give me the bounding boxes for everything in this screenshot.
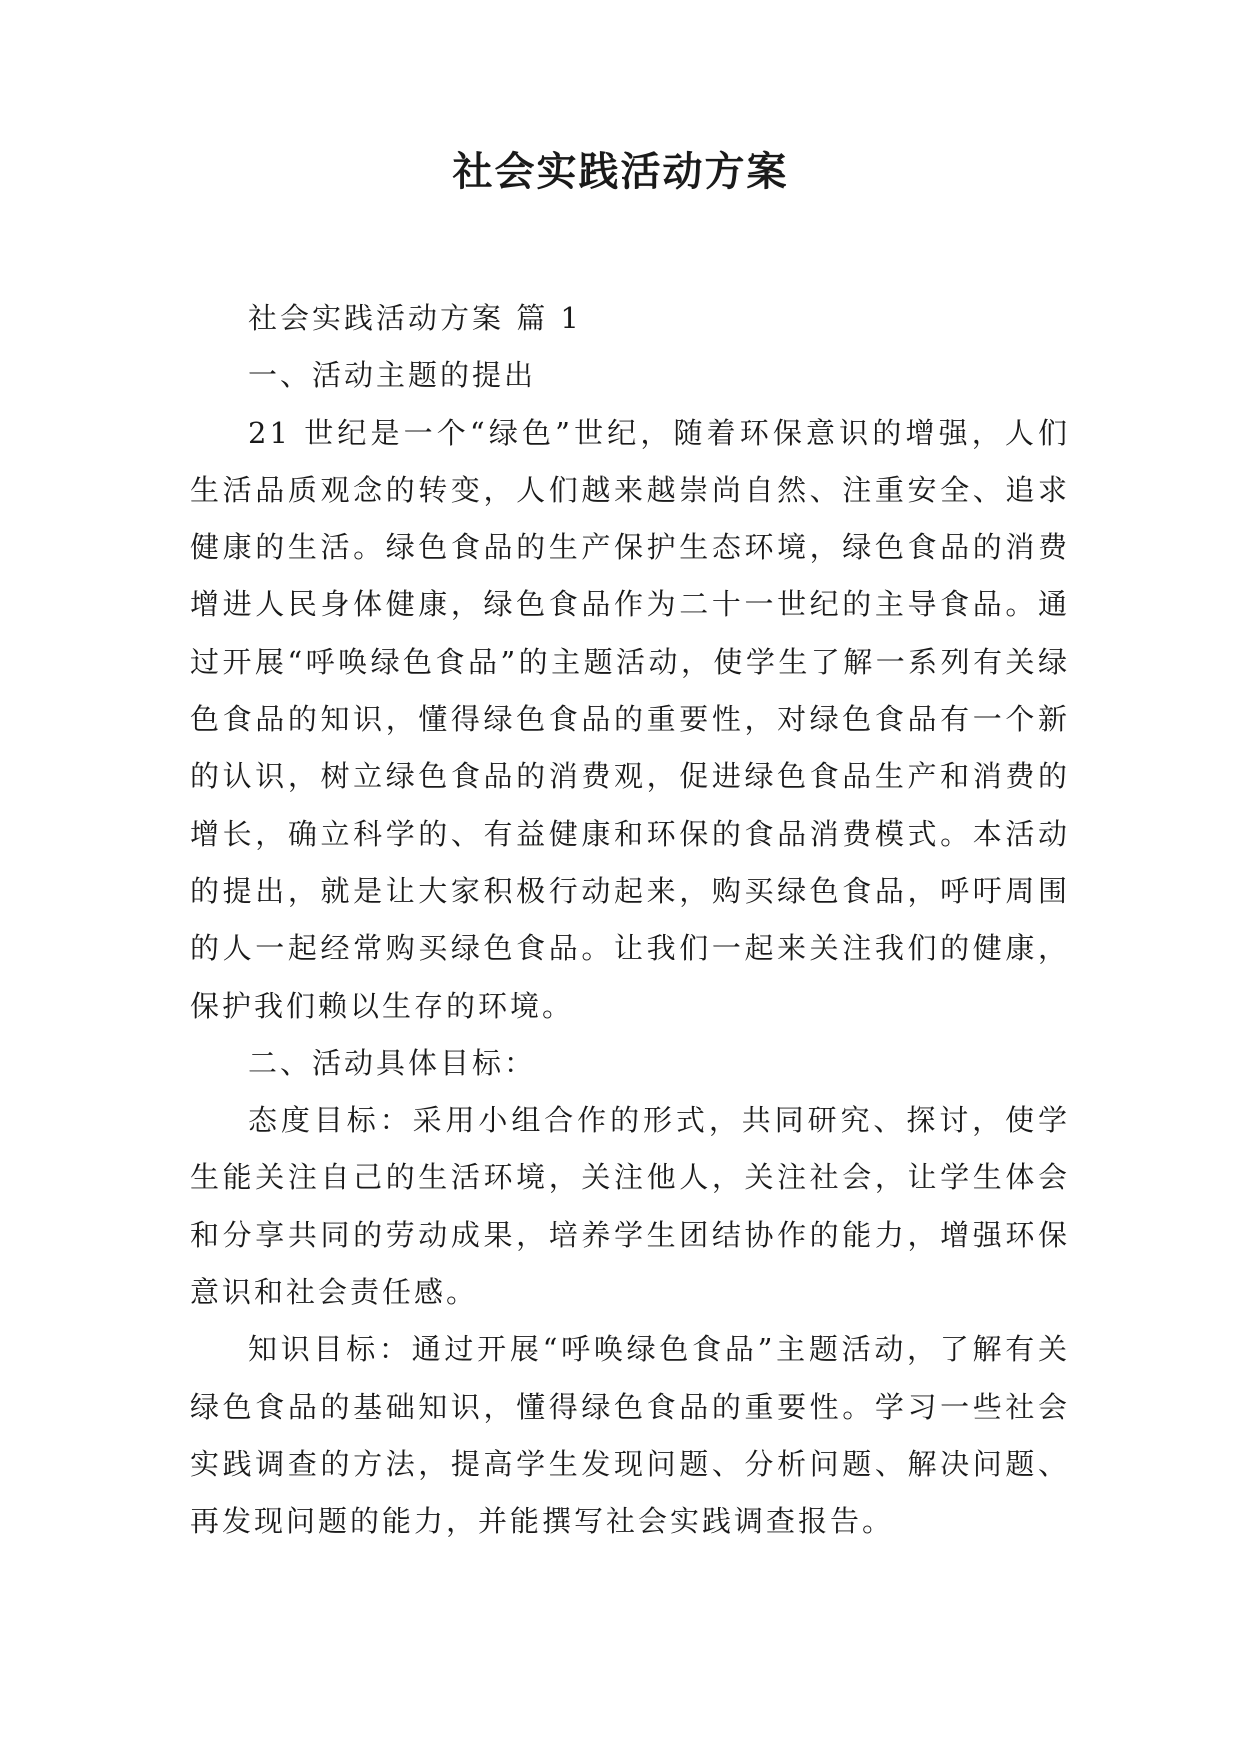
heading-topic: 一、活动主题的提出 — [248, 358, 537, 393]
section-label: 社会实践活动方案 篇 1 — [248, 301, 582, 335]
paragraph-knowledge-goal: 知识目标：通过开展“呼唤绿色食品”主题活动，了解有关绿色食品的基础知识，懂得绿色食品的重要性。学习一些社会实践调查的方法，提高学生发现问题、分析问题、解决问题、再发现问题的能力，并能撰写社会实践调查报告。 — [190, 1332, 1070, 1539]
heading-goals: 二、活动具体目标： — [248, 1045, 537, 1080]
document-body — [190, 290, 1070, 1551]
paragraph-topic: 21 世纪是一个“绿色”世纪，随着环保意识的增强，人们生活品质观念的转变，人们越来越崇尚自然、注重安全、追求健康的生活。绿色食品的生产保护生态环境，绿色食品的消费增进人民身体健康，绿色食品作为二十一世纪的主导食品。通过开展“呼唤绿色食品”的主题活动，使学生了解一系列有关绿色食品的知识，懂得绿色食品的重要性，对绿色食品有一个新的认识，树立绿色食品的消费观，促进绿色食品生产和消费的增长，确立科学的、有益健康和环保的食品消费模式。本活动的提出，就是让大家积极行动起来，购买绿色食品，呼吁周围的人一起经常购买绿色食品。让我们一起来关注我们的健康，保护我们赖以生存的环境。 — [190, 415, 1070, 1023]
paragraph-attitude-goal: 态度目标：采用小组合作的形式，共同研究、探讨，使学生能关注自己的生活环境，关注他人，关注社会，让学生体会和分享共同的劳动成果，培养学生团结协作的能力，增强环保意识和社会责任感。 — [190, 1103, 1070, 1310]
document-title: 社会实践活动方案 — [452, 148, 789, 195]
